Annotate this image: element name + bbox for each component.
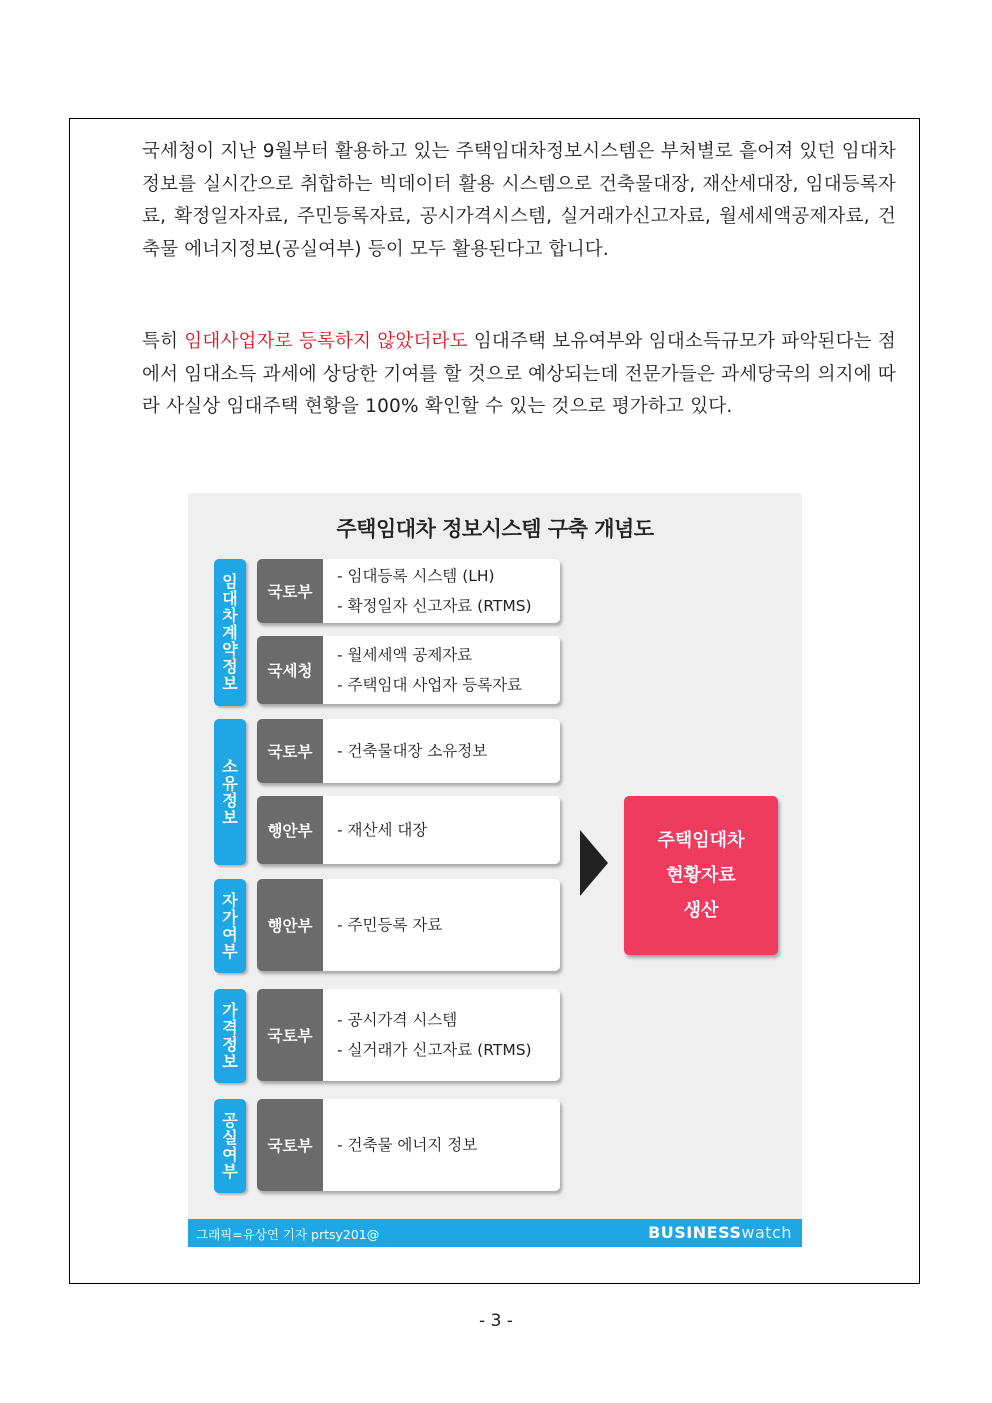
result-line: 생산 <box>683 900 719 921</box>
agency-label: 국세청 <box>257 636 323 704</box>
category-char: 여 <box>222 925 238 944</box>
source-item: - 주택임대 사업자 등록자료 <box>337 670 560 700</box>
source-row <box>257 636 560 704</box>
source-row <box>257 719 560 783</box>
brand-logo <box>648 1223 792 1242</box>
source-items <box>323 559 560 623</box>
page-number: - 3 - <box>479 1311 513 1331</box>
category-char: 격 <box>222 1018 238 1037</box>
category-price <box>214 989 246 1083</box>
source-items <box>323 879 560 971</box>
source-item: - 실거래가 신고자료 (RTMS) <box>337 1035 560 1065</box>
infographic-footer <box>188 1219 802 1247</box>
agency-label: 국토부 <box>257 1099 323 1191</box>
infographic-title: 주택임대차 정보시스템 구축 개념도 <box>336 517 654 541</box>
category-char: 부 <box>222 942 238 961</box>
category-char: 계 <box>222 623 238 642</box>
result-line: 현황자료 <box>666 865 736 886</box>
paragraph-1: 국세청이 지난 9월부터 활용하고 있는 주택임대차정보시스템은 부처별로 흩어져 있던 임대차 정보를 실시간으로 취합하는 빅데이터 활용 시스템으로 건축물대장, 재산세대장, 임대등록자료, 확정일자자료, 주민등록자료, 공시가격시스템, 실거래가신고자료, 월세세액공제자료, 건축물 에너지정보(공실여부) 등이 모두 활용된다고 합니다. <box>142 141 896 260</box>
category-char: 가 <box>222 908 238 927</box>
source-items <box>323 989 560 1081</box>
category-char: 정 <box>222 791 238 810</box>
category-ownership <box>214 719 246 865</box>
source-row <box>257 796 560 864</box>
source-item: - 건축물 에너지 정보 <box>337 1130 560 1160</box>
source-item: - 건축물대장 소유정보 <box>337 736 560 766</box>
category-char: 부 <box>222 1162 238 1181</box>
source-row <box>257 1099 560 1191</box>
source-item: - 월세세액 공제자료 <box>337 640 560 670</box>
category-char: 임 <box>222 572 238 591</box>
agency-label: 국토부 <box>257 719 323 783</box>
brand-bold: BUSINESS <box>648 1223 742 1242</box>
agency-label: 행안부 <box>257 796 323 864</box>
result-line: 주택임대차 <box>657 830 745 851</box>
source-item: - 주민등록 자료 <box>337 910 560 940</box>
paragraph-2 <box>142 326 896 424</box>
category-char: 정 <box>222 1035 238 1054</box>
source-items <box>323 796 560 864</box>
paragraph-2-highlight: 임대사업자로 등록하지 않았더라도 <box>184 331 468 352</box>
source-item: - 임대등록 시스템 (LH) <box>337 561 560 591</box>
category-char: 보 <box>222 808 238 827</box>
source-items <box>323 719 560 783</box>
category-char: 대 <box>222 589 238 608</box>
category-char: 실 <box>222 1128 238 1147</box>
category-vacancy <box>214 1099 246 1193</box>
category-char: 여 <box>222 1145 238 1164</box>
source-items <box>323 1099 560 1191</box>
agency-label: 국토부 <box>257 559 323 623</box>
agency-label: 국토부 <box>257 989 323 1081</box>
agency-label: 행안부 <box>257 879 323 971</box>
category-char: 약 <box>222 640 238 659</box>
infographic <box>188 493 802 1247</box>
category-char: 정 <box>222 657 238 676</box>
category-char: 가 <box>222 1001 238 1020</box>
category-char: 보 <box>222 674 238 693</box>
source-items <box>323 636 560 704</box>
category-char: 보 <box>222 1052 238 1071</box>
category-char: 자 <box>222 891 238 910</box>
source-item: - 확정일자 신고자료 (RTMS) <box>337 591 560 621</box>
category-self-owned <box>214 879 246 973</box>
arrow-right-icon <box>580 830 608 896</box>
category-char: 소 <box>222 757 238 776</box>
category-char: 공 <box>222 1111 238 1130</box>
paragraph-2-prefix: 특히 <box>142 331 185 352</box>
brand-light: watch <box>741 1223 792 1242</box>
source-row <box>257 879 560 971</box>
graphic-credit: 그래픽=유상연 기자 prtsy201@ <box>196 1227 380 1242</box>
source-row <box>257 989 560 1081</box>
source-item: - 재산세 대장 <box>337 815 560 845</box>
result-box <box>624 796 778 955</box>
source-item: - 공시가격 시스템 <box>337 1005 560 1035</box>
category-lease-contract <box>214 559 246 706</box>
category-char: 차 <box>222 606 238 625</box>
source-row <box>257 559 560 623</box>
category-char: 유 <box>222 774 238 793</box>
paragraph-2-suffix: 임대주택 보유여부와 임대소득규모가 파악된다는 점에서 임대소득 과세에 상당한 기여를 할 것으로 예상되는데 전문가들은 과세당국의 의지에 따라 사실상 임대주택 현황을 100% 확인할 수 있는 것으로 평가하고 있다. <box>142 331 896 417</box>
